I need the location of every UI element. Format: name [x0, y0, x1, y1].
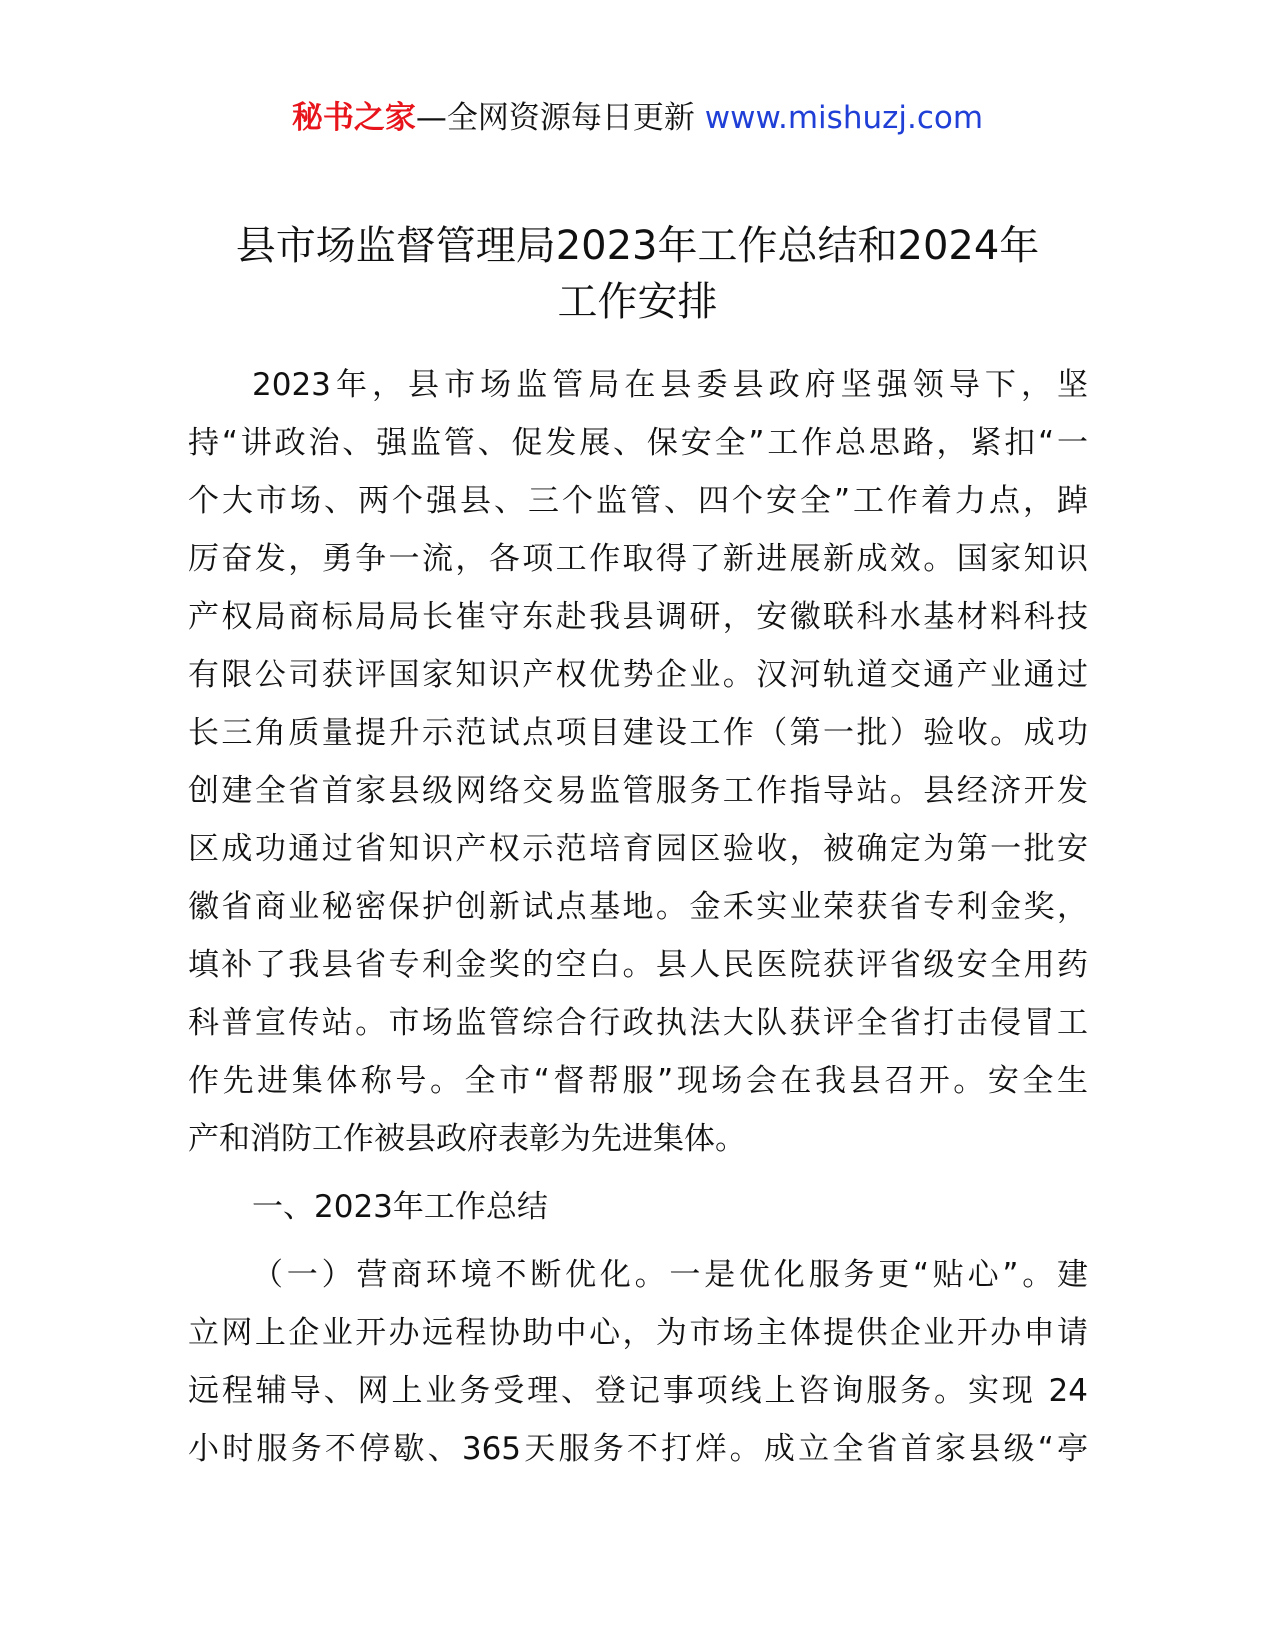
site-header	[0, 96, 1275, 140]
text-line: 小时服务不停歇、365天服务不打烊。成立全省首家县级“亭	[188, 1431, 1088, 1467]
header-tagline: —全网资源每日更新	[415, 100, 705, 136]
text-line: 产权局商标局局长崔守东赴我县调研，安徽联科水基材料科技	[188, 599, 1088, 635]
text-line: 厉奋发，勇争一流，各项工作取得了新进展新成效。国家知识	[188, 541, 1088, 577]
text-line: 填补了我县省专利金奖的空白。县人民医院获评省级安全用药	[188, 947, 1088, 983]
text-line: 持“讲政治、强监管、促发展、保安全”工作总思路，紧扣“一	[188, 425, 1088, 461]
text-line: 长三角质量提升示范试点项目建设工作（第一批）验收。成功	[188, 715, 1088, 751]
text-line: 作先进集体称号。全市“督帮服”现场会在我县召开。安全生	[188, 1063, 1088, 1099]
brand-name: 秘书之家	[291, 100, 416, 136]
section-heading: 一、2023年工作总结	[252, 1189, 548, 1225]
text-line: 创建全省首家县级网络交易监管服务工作指导站。县经济开发	[188, 773, 1088, 809]
site-url[interactable]: www.mishuzj.com	[704, 100, 984, 136]
text-line: 有限公司获评国家知识产权优势企业。汉河轨道交通产业通过	[188, 657, 1088, 693]
section-heading-block	[188, 1178, 1088, 1236]
text-line: 区成功通过省知识产权示范培育园区验收，被确定为第一批安	[188, 831, 1088, 867]
text-line: 产和消防工作被县政府表彰为先进集体。	[188, 1121, 746, 1157]
text-line: （一）营商环境不断优化。一是优化服务更“贴心”。建	[252, 1257, 1088, 1293]
intro-paragraph	[188, 356, 1088, 1168]
document-title	[140, 218, 1135, 330]
text-line: 2023年，县市场监管局在县委县政府坚强领导下，坚	[252, 367, 1088, 403]
text-line: 远程辅导、网上业务受理、登记事项线上咨询服务。实现 24	[188, 1373, 1088, 1409]
text-line: 立网上企业开办远程协助中心，为市场主体提供企业开办申请	[188, 1315, 1088, 1351]
document-body	[188, 356, 1088, 1478]
text-line: 科普宣传站。市场监管综合行政执法大队获评全省打击侵冒工	[188, 1005, 1088, 1041]
title-line-1: 县市场监督管理局2023年工作总结和2024年	[235, 223, 1040, 269]
title-line-2: 工作安排	[557, 279, 718, 325]
text-line: 个大市场、两个强县、三个监管、四个安全”工作着力点，踔	[188, 483, 1088, 519]
text-line: 徽省商业秘密保护创新试点基地。金禾实业荣获省专利金奖，	[188, 889, 1088, 925]
subsection-paragraph	[188, 1246, 1088, 1478]
